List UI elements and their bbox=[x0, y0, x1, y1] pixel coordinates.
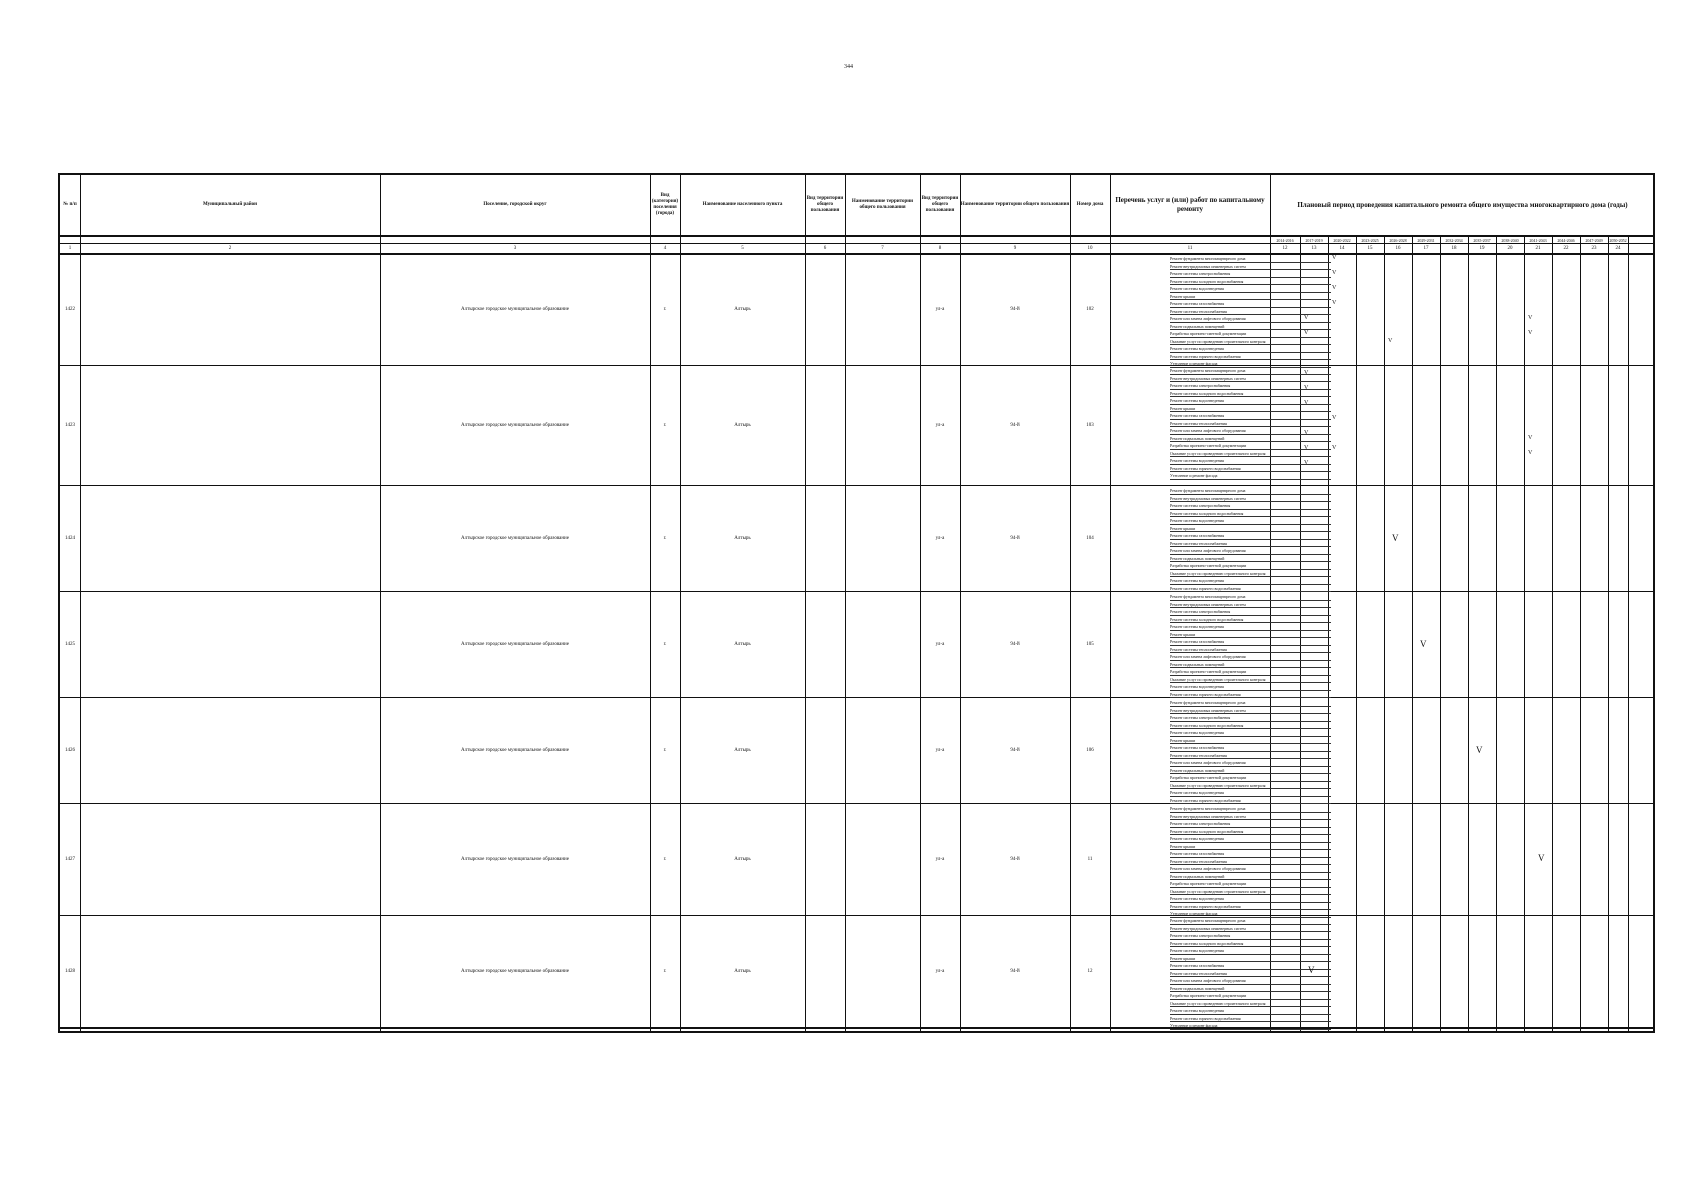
plan-mark: V bbox=[1304, 385, 1309, 391]
plan-mark: V bbox=[1332, 285, 1337, 291]
row-locality: Алтырь bbox=[734, 856, 751, 862]
period-label: 2038-2040 bbox=[1501, 238, 1519, 243]
work-item: Ремонт или замена лифтового оборудования bbox=[1170, 653, 1331, 661]
work-item: Ремонт системы горячего водоснабжения bbox=[1170, 465, 1331, 473]
works-list bbox=[1170, 593, 1331, 698]
work-item: Ремонт системы водоотведения bbox=[1170, 397, 1331, 405]
period-label: 2050-2052 bbox=[1609, 238, 1627, 243]
work-item: Ремонт внутридомовых инженерных систем bbox=[1170, 375, 1331, 383]
row-house: 105 bbox=[1086, 641, 1094, 647]
header-works: Перечень услуг и (или) работ по капитальному ремонту bbox=[1115, 196, 1265, 213]
plan-mark: V bbox=[1392, 533, 1399, 543]
header-street-type: Вид территории общего пользования bbox=[921, 196, 959, 213]
works-list bbox=[1170, 255, 1331, 368]
row-settlement: Алтырское городское муниципальное образование bbox=[461, 535, 569, 541]
work-item: Ремонт системы горячего водоснабжения bbox=[1170, 585, 1331, 593]
work-item: Ремонт крыши bbox=[1170, 955, 1331, 963]
header-terr-type: Вид территории общего пользования bbox=[806, 196, 844, 213]
work-item: Ремонт системы водоотведения bbox=[1170, 835, 1331, 843]
column-number: 2 bbox=[228, 246, 232, 251]
row-number: 1425 bbox=[65, 641, 75, 647]
work-item: Ремонт внутридомовых инженерных систем bbox=[1170, 707, 1331, 715]
work-item: Разработка проектно-сметной документации bbox=[1170, 562, 1331, 570]
row-street-type: ул-а bbox=[935, 856, 945, 862]
work-item: Оказание услуг по проведению строительного контроля bbox=[1170, 888, 1331, 896]
work-item: Ремонт крыши bbox=[1170, 737, 1331, 745]
column-number: 5 bbox=[741, 246, 744, 251]
work-item: Ремонт системы водоотведения bbox=[1170, 947, 1331, 955]
row-settlement: Алтырское городское муниципальное образование bbox=[461, 968, 569, 974]
row-number: 1424 bbox=[65, 535, 75, 541]
plan-mark: V bbox=[1304, 400, 1309, 406]
work-item: Ремонт фундамента многоквартирного дома bbox=[1170, 255, 1331, 263]
row-house: 11 bbox=[1087, 856, 1093, 862]
column-number: 4 bbox=[663, 246, 667, 251]
work-item: Ремонт фундамента многоквартирного дома bbox=[1170, 917, 1331, 925]
work-item: Оказание услуг по проведению строительного контроля bbox=[1170, 570, 1331, 578]
work-item: Ремонт внутридомовых инженерных систем bbox=[1170, 601, 1331, 609]
work-item: Ремонт системы водоотведения bbox=[1170, 683, 1331, 691]
work-item: Ремонт фундамента многоквартирного дома bbox=[1170, 367, 1331, 375]
work-item: Ремонт или замена лифтового оборудования bbox=[1170, 865, 1331, 873]
plan-mark: V bbox=[1332, 445, 1337, 451]
header-street: Наименование территории общего пользования bbox=[960, 202, 1070, 207]
row-settlement: Алтырское городское муниципальное образование bbox=[461, 856, 569, 862]
period-label: 2029-2031 bbox=[1417, 238, 1435, 243]
row-number: 1426 bbox=[65, 747, 75, 753]
work-item: Утепление и ремонт фасада bbox=[1170, 360, 1331, 368]
row-number: 1427 bbox=[65, 856, 75, 862]
work-item: Ремонт системы водоотведения bbox=[1170, 345, 1331, 353]
column-number: 21 bbox=[1535, 246, 1541, 251]
row-street: 94-й bbox=[1010, 968, 1020, 974]
column-number: 9 bbox=[1013, 246, 1017, 251]
plan-mark: V bbox=[1304, 330, 1309, 336]
header-kind: Вид (категория) поселения (города) bbox=[651, 193, 679, 216]
column-number: 6 bbox=[823, 246, 827, 251]
plan-mark: V bbox=[1332, 300, 1337, 306]
row-street-type: ул-а bbox=[935, 968, 945, 974]
row-settlement: Алтырское городское муниципальное образование bbox=[461, 422, 569, 428]
row-street-type: ул-а bbox=[935, 747, 945, 753]
work-item: Ремонт крыши bbox=[1170, 405, 1331, 413]
row-street: 94-й bbox=[1010, 422, 1020, 428]
work-item: Ремонт системы водоотведения bbox=[1170, 623, 1331, 631]
column-number: 3 bbox=[513, 246, 517, 251]
work-item: Ремонт системы электроснабжения bbox=[1170, 932, 1331, 940]
work-item: Ремонт системы электроснабжения bbox=[1170, 502, 1331, 510]
work-item: Ремонт системы водоотведения bbox=[1170, 729, 1331, 737]
work-item: Ремонт подвальных помещений bbox=[1170, 985, 1331, 993]
column-number: 10 bbox=[1087, 246, 1093, 251]
work-item: Утепление и ремонт фасада bbox=[1170, 1022, 1331, 1030]
header-locality: Наименование населенного пункта bbox=[702, 202, 783, 207]
work-item: Утепление и ремонт фасада bbox=[1170, 472, 1331, 480]
plan-mark: V bbox=[1332, 415, 1337, 421]
column-number: 18 bbox=[1451, 246, 1457, 251]
row-house: 12 bbox=[1087, 968, 1093, 974]
work-item: Ремонт или замена лифтового оборудования bbox=[1170, 315, 1331, 323]
page-number: 344 bbox=[844, 64, 853, 70]
row-locality: Алтырь bbox=[734, 422, 751, 428]
plan-mark: V bbox=[1304, 315, 1309, 321]
work-item: Ремонт крыши bbox=[1170, 293, 1331, 301]
work-item: Ремонт системы газоснабжения bbox=[1170, 412, 1331, 420]
header-house: Номер дома bbox=[1076, 202, 1104, 207]
work-item: Ремонт внутридомовых инженерных систем bbox=[1170, 813, 1331, 821]
work-item: Ремонт системы водоотведения bbox=[1170, 895, 1331, 903]
row-street-type: ул-а bbox=[935, 306, 945, 312]
column-number: 14 bbox=[1339, 246, 1345, 251]
works-list bbox=[1170, 487, 1331, 592]
work-item: Ремонт системы водоотведения bbox=[1170, 577, 1331, 585]
row-kind: г. bbox=[663, 306, 667, 312]
header-terr-name: Наименование территории общего пользования bbox=[851, 199, 914, 210]
column-number: 19 bbox=[1479, 246, 1485, 251]
plan-mark: V bbox=[1332, 255, 1337, 261]
work-item: Ремонт системы электроснабжения bbox=[1170, 608, 1331, 616]
work-item: Ремонт внутридомовых инженерных систем bbox=[1170, 263, 1331, 271]
work-item: Разработка проектно-сметной документации bbox=[1170, 774, 1331, 782]
row-street: 94-й bbox=[1010, 641, 1020, 647]
period-label: 2044-2046 bbox=[1557, 238, 1575, 243]
work-item: Ремонт системы теплоснабжения bbox=[1170, 858, 1331, 866]
row-settlement: Алтырское городское муниципальное образование bbox=[461, 306, 569, 312]
column-number: 16 bbox=[1395, 246, 1401, 251]
work-item: Разработка проектно-сметной документации bbox=[1170, 442, 1331, 450]
row-kind: г. bbox=[663, 747, 667, 753]
work-item: Ремонт системы электроснабжения bbox=[1170, 820, 1331, 828]
work-item: Ремонт внутридомовых инженерных систем bbox=[1170, 495, 1331, 503]
row-house: 106 bbox=[1086, 747, 1094, 753]
row-number: 1422 bbox=[65, 306, 75, 312]
work-item: Разработка проектно-сметной документации bbox=[1170, 992, 1331, 1000]
work-item: Ремонт системы водоотведения bbox=[1170, 457, 1331, 465]
row-house: 103 bbox=[1086, 422, 1094, 428]
work-item: Ремонт системы теплоснабжения bbox=[1170, 752, 1331, 760]
work-item: Ремонт крыши bbox=[1170, 631, 1331, 639]
work-item: Ремонт или замена лифтового оборудования bbox=[1170, 759, 1331, 767]
work-item: Ремонт фундамента многоквартирного дома bbox=[1170, 699, 1331, 707]
work-item: Ремонт системы электроснабжения bbox=[1170, 382, 1331, 390]
work-item: Ремонт системы холодного водоснабжения bbox=[1170, 722, 1331, 730]
work-item: Ремонт системы газоснабжения bbox=[1170, 850, 1331, 858]
work-item: Ремонт подвальных помещений bbox=[1170, 873, 1331, 881]
header-district: Муниципальный район bbox=[202, 202, 257, 207]
work-item: Ремонт системы водоотведения bbox=[1170, 789, 1331, 797]
column-number: 11 bbox=[1187, 246, 1193, 251]
work-item: Ремонт системы холодного водоснабжения bbox=[1170, 390, 1331, 398]
plan-mark: V bbox=[1332, 270, 1337, 276]
column-number: 17 bbox=[1423, 246, 1429, 251]
plan-mark: V bbox=[1420, 639, 1427, 649]
plan-mark: V bbox=[1304, 445, 1309, 451]
work-item: Разработка проектно-сметной документации bbox=[1170, 668, 1331, 676]
row-number: 1428 bbox=[65, 968, 75, 974]
plan-mark: V bbox=[1308, 965, 1315, 975]
row-house: 102 bbox=[1086, 306, 1094, 312]
work-item: Ремонт системы холодного водоснабжения bbox=[1170, 616, 1331, 624]
work-item: Ремонт фундамента многоквартирного дома bbox=[1170, 593, 1331, 601]
work-item: Ремонт подвальных помещений bbox=[1170, 661, 1331, 669]
work-item: Ремонт подвальных помещений bbox=[1170, 323, 1331, 331]
row-street: 94-й bbox=[1010, 306, 1020, 312]
row-street: 94-й bbox=[1010, 535, 1020, 541]
plan-mark: V bbox=[1528, 330, 1533, 336]
work-item: Ремонт системы холодного водоснабжения bbox=[1170, 940, 1331, 948]
work-item: Ремонт фундамента многоквартирного дома bbox=[1170, 487, 1331, 495]
row-locality: Алтырь bbox=[734, 747, 751, 753]
work-item: Ремонт системы электроснабжения bbox=[1170, 714, 1331, 722]
work-item: Ремонт системы теплоснабжения bbox=[1170, 970, 1331, 978]
work-item: Ремонт системы теплоснабжения bbox=[1170, 540, 1331, 548]
column-number: 12 bbox=[1282, 246, 1288, 251]
plan-mark: V bbox=[1538, 853, 1545, 863]
plan-mark: V bbox=[1304, 460, 1309, 466]
capital-repair-table bbox=[58, 173, 1655, 1033]
plan-mark: V bbox=[1528, 315, 1533, 321]
column-number: 24 bbox=[1615, 246, 1621, 251]
period-label: 2023-2025 bbox=[1361, 238, 1379, 243]
work-item: Ремонт системы горячего водоснабжения bbox=[1170, 1015, 1331, 1023]
work-item: Оказание услуг по проведению строительного контроля bbox=[1170, 782, 1331, 790]
work-item: Ремонт системы газоснабжения bbox=[1170, 638, 1331, 646]
row-locality: Алтырь bbox=[734, 968, 751, 974]
work-item: Ремонт крыши bbox=[1170, 843, 1331, 851]
works-list bbox=[1170, 699, 1331, 804]
work-item: Оказание услуг по проведению строительного контроля bbox=[1170, 450, 1331, 458]
period-label: 2020-2022 bbox=[1333, 238, 1351, 243]
work-item: Ремонт системы холодного водоснабжения bbox=[1170, 278, 1331, 286]
column-number: 15 bbox=[1367, 246, 1373, 251]
work-item: Ремонт системы горячего водоснабжения bbox=[1170, 797, 1331, 805]
plan-mark: V bbox=[1304, 430, 1309, 436]
works-list bbox=[1170, 917, 1331, 1030]
header-num: № п/п bbox=[63, 202, 77, 207]
row-settlement: Алтырское городское муниципальное образование bbox=[461, 641, 569, 647]
work-item: Ремонт или замена лифтового оборудования bbox=[1170, 427, 1331, 435]
column-number: 8 bbox=[938, 246, 942, 251]
column-number: 1 bbox=[68, 246, 72, 251]
work-item: Ремонт или замена лифтового оборудования bbox=[1170, 547, 1331, 555]
work-item: Ремонт системы водоотведения bbox=[1170, 517, 1331, 525]
work-item: Утепление и ремонт фасада bbox=[1170, 910, 1331, 918]
row-street: 94-й bbox=[1010, 856, 1020, 862]
column-number: 22 bbox=[1563, 246, 1569, 251]
row-locality: Алтырь bbox=[734, 641, 751, 647]
work-item: Разработка проектно-сметной документации bbox=[1170, 880, 1331, 888]
row-house: 104 bbox=[1086, 535, 1094, 541]
work-item: Оказание услуг по проведению строительного контроля bbox=[1170, 676, 1331, 684]
work-item: Ремонт системы электроснабжения bbox=[1170, 270, 1331, 278]
period-label: 2017-2019 bbox=[1305, 238, 1323, 243]
work-item: Ремонт подвальных помещений bbox=[1170, 555, 1331, 563]
row-kind: г. bbox=[663, 968, 667, 974]
column-number: 7 bbox=[881, 246, 884, 251]
period-label: 2026-2028 bbox=[1389, 238, 1407, 243]
row-street: 94-й bbox=[1010, 747, 1020, 753]
header-settlement: Поселение, городской округ bbox=[483, 202, 547, 207]
row-street-type: ул-а bbox=[935, 535, 945, 541]
column-number: 20 bbox=[1507, 246, 1513, 251]
plan-mark: V bbox=[1528, 435, 1533, 441]
plan-mark: V bbox=[1388, 338, 1393, 344]
work-item: Ремонт системы теплоснабжения bbox=[1170, 420, 1331, 428]
period-label: 2047-2049 bbox=[1585, 238, 1603, 243]
work-item: Ремонт системы газоснабжения bbox=[1170, 962, 1331, 970]
row-kind: г. bbox=[663, 535, 667, 541]
work-item: Ремонт системы горячего водоснабжения bbox=[1170, 903, 1331, 911]
work-item: Ремонт системы газоснабжения bbox=[1170, 532, 1331, 540]
period-label: 2032-2034 bbox=[1445, 238, 1463, 243]
row-locality: Алтырь bbox=[734, 306, 751, 312]
work-item: Ремонт системы горячего водоснабжения bbox=[1170, 353, 1331, 361]
plan-mark: V bbox=[1476, 745, 1483, 755]
column-number: 23 bbox=[1591, 246, 1597, 251]
plan-mark: V bbox=[1528, 450, 1533, 456]
work-item: Ремонт системы горячего водоснабжения bbox=[1170, 691, 1331, 699]
row-kind: г. bbox=[663, 856, 667, 862]
work-item: Ремонт системы водоотведения bbox=[1170, 285, 1331, 293]
column-number: 13 bbox=[1311, 246, 1317, 251]
work-item: Ремонт системы газоснабжения bbox=[1170, 300, 1331, 308]
plan-mark: V bbox=[1304, 370, 1309, 376]
work-item: Ремонт подвальных помещений bbox=[1170, 435, 1331, 443]
work-item: Разработка проектно-сметной документации bbox=[1170, 330, 1331, 338]
work-item: Ремонт внутридомовых инженерных систем bbox=[1170, 925, 1331, 933]
work-item: Ремонт системы холодного водоснабжения bbox=[1170, 828, 1331, 836]
work-item: Ремонт системы теплоснабжения bbox=[1170, 646, 1331, 654]
work-item: Ремонт крыши bbox=[1170, 525, 1331, 533]
period-label: 2014-2016 bbox=[1276, 238, 1294, 243]
row-number: 1423 bbox=[65, 422, 75, 428]
work-item: Ремонт подвальных помещений bbox=[1170, 767, 1331, 775]
row-kind: г. bbox=[663, 422, 667, 428]
works-list bbox=[1170, 805, 1331, 918]
work-item: Ремонт системы водоотведения bbox=[1170, 1007, 1331, 1015]
row-kind: г. bbox=[663, 641, 667, 647]
header-plan-period: Плановый период проведения капитального ремонта общего имущества многоквартирного дома (годы) bbox=[1297, 200, 1628, 209]
work-item: Ремонт системы холодного водоснабжения bbox=[1170, 510, 1331, 518]
row-locality: Алтырь bbox=[734, 535, 751, 541]
period-label: 2035-2037 bbox=[1473, 238, 1491, 243]
row-street-type: ул-а bbox=[935, 641, 945, 647]
work-item: Оказание услуг по проведению строительного контроля bbox=[1170, 338, 1331, 346]
period-label: 2041-2043 bbox=[1529, 238, 1547, 243]
row-street-type: ул-а bbox=[935, 422, 945, 428]
work-item: Ремонт системы газоснабжения bbox=[1170, 744, 1331, 752]
work-item: Ремонт или замена лифтового оборудования bbox=[1170, 977, 1331, 985]
work-item: Оказание услуг по проведению строительного контроля bbox=[1170, 1000, 1331, 1008]
row-settlement: Алтырское городское муниципальное образование bbox=[461, 747, 569, 753]
work-item: Ремонт фундамента многоквартирного дома bbox=[1170, 805, 1331, 813]
work-item: Ремонт системы теплоснабжения bbox=[1170, 308, 1331, 316]
